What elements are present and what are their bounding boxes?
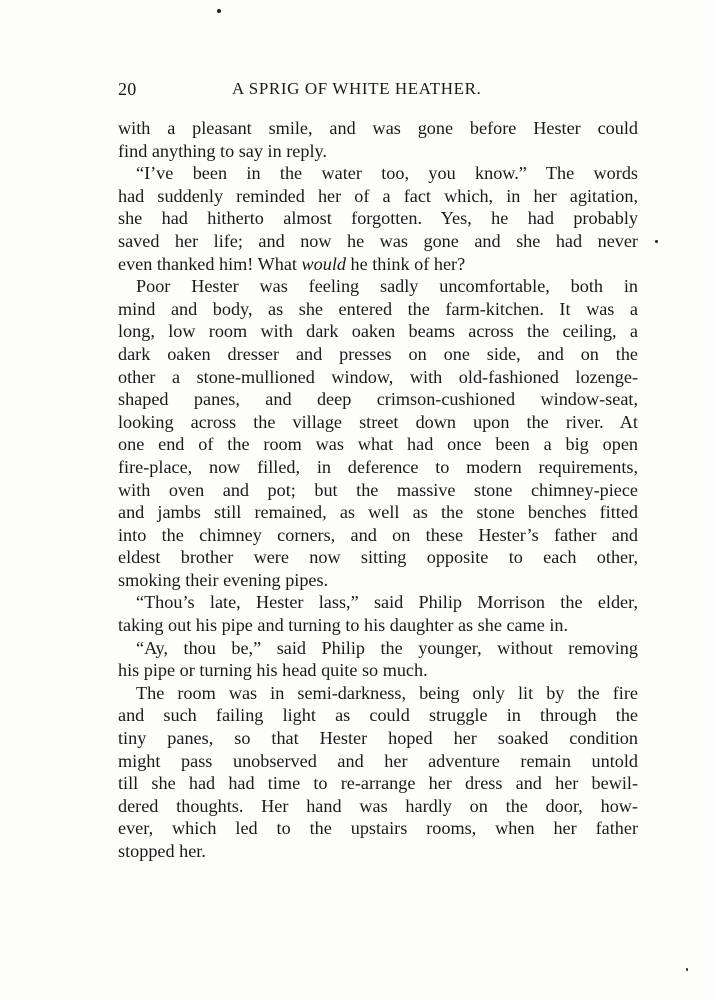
text-line: “Ay, thou be,” said Philip the younger, without removing bbox=[136, 637, 638, 658]
text-line: eldest brother were now sitting opposite to each other, bbox=[118, 547, 638, 568]
text-run: even thanked him! What bbox=[118, 253, 302, 274]
text-line: other a stone-mullioned window, with old-fashioned lozenge- bbox=[118, 366, 638, 387]
text-line: dark oaken dresser and presses on one side, and on the bbox=[118, 343, 638, 364]
text-line: find anything to say in reply. bbox=[118, 140, 327, 161]
print-speck bbox=[217, 9, 221, 13]
text-line: she had hitherto almost forgotten. Yes, he had probably bbox=[118, 208, 638, 229]
text-line: into the chimney corners, and on these Hester’s father and bbox=[118, 524, 638, 545]
text-line: stopped her. bbox=[118, 841, 206, 861]
text-line: looking across the village street down upon the river. At bbox=[118, 411, 638, 432]
text-line: might pass unobserved and her adventure remain untold bbox=[118, 750, 638, 771]
emphasized-word: would bbox=[301, 253, 346, 274]
text-line: “Thou’s late, Hester lass,” said Philip Morrison the elder, bbox=[136, 592, 638, 613]
text-line-with-emphasis bbox=[118, 253, 638, 276]
text-line: taking out his pipe and turning to his daughter as she came in. bbox=[118, 615, 569, 636]
text-line: mind and body, as she entered the farm-kitchen. It was a bbox=[118, 298, 638, 319]
running-title: A SPRIG OF WHITE HEATHER. bbox=[232, 79, 482, 98]
text-line: Poor Hester was feeling sadly uncomfortable, both in bbox=[136, 276, 638, 297]
body-text bbox=[118, 117, 638, 863]
text-line: tiny panes, so that Hester hoped her soaked condition bbox=[118, 728, 638, 749]
print-speck bbox=[655, 240, 658, 243]
text-line: one end of the room was what had once been a big open bbox=[118, 434, 638, 455]
text-line: “I’ve been in the water too, you know.” The words bbox=[136, 163, 638, 184]
text-line: shaped panes, and deep crimson-cushioned window-seat, bbox=[118, 389, 638, 410]
text-line: with a pleasant smile, and was gone before Hester could bbox=[118, 118, 638, 138]
text-line: dered thoughts. Her hand was hardly on the door, how- bbox=[118, 795, 638, 816]
text-line: The room was in semi-darkness, being only lit by the fire bbox=[136, 682, 638, 703]
text-line: smoking their evening pipes. bbox=[118, 569, 329, 590]
text-line: ever, which led to the upstairs rooms, when her father bbox=[118, 818, 638, 839]
text-line: saved her life; and now he was gone and she had never bbox=[118, 230, 638, 251]
text-line: fire-place, now filled, in deference to modern requirements, bbox=[118, 456, 638, 477]
text-line: till she had had time to re-arrange her dress and her bewil- bbox=[118, 773, 638, 794]
text-line: his pipe or turning his head quite so much. bbox=[118, 660, 428, 681]
text-line: with oven and pot; but the massive stone chimney-piece bbox=[118, 479, 638, 500]
text-line: and such failing light as could struggle in through the bbox=[118, 705, 638, 726]
page-header bbox=[118, 79, 638, 103]
text-line: had suddenly reminded her of a fact which, in her agitation, bbox=[118, 185, 638, 206]
text-run: he think of her? bbox=[345, 253, 466, 274]
print-speck bbox=[686, 968, 688, 971]
text-line: and jambs still remained, as well as the stone benches fitted bbox=[118, 502, 638, 523]
text-line: long, low room with dark oaken beams across the ceiling, a bbox=[118, 321, 638, 342]
page-number: 20 bbox=[118, 79, 137, 99]
